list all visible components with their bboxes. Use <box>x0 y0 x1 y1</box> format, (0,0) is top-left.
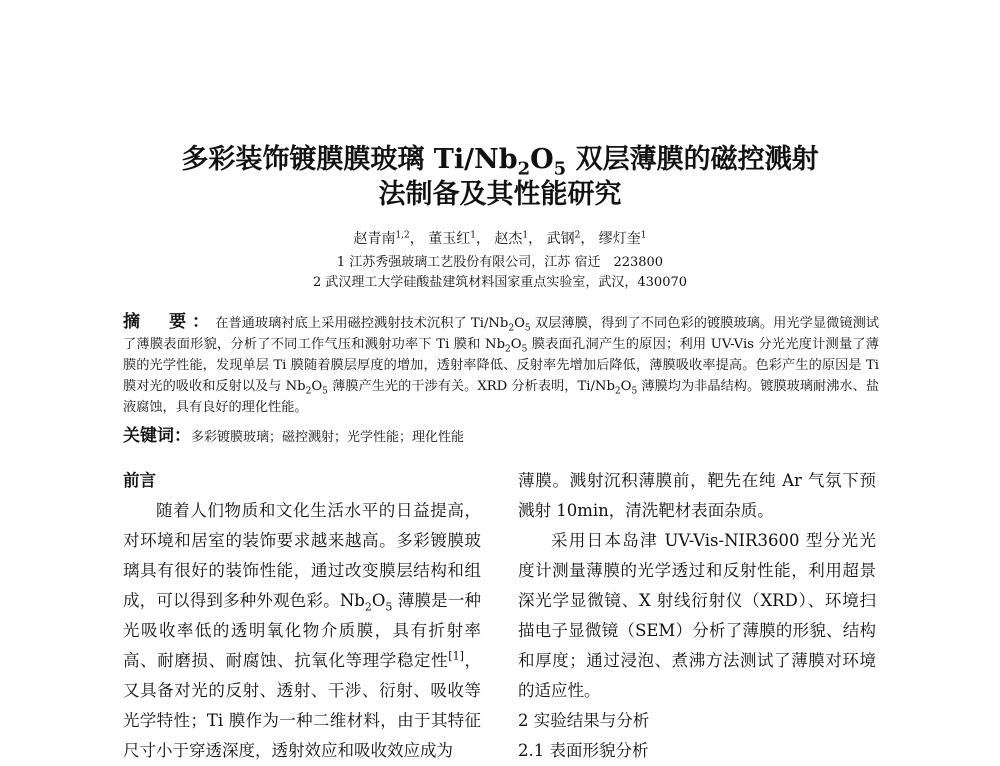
section-heading-intro: 前言 <box>123 471 156 490</box>
citation-ref[interactable]: [1] <box>448 649 464 663</box>
author: 董玉红$^1$ <box>428 230 476 247</box>
right-column <box>518 466 876 766</box>
keywords-text: 多彩镀膜玻璃；磁控溅射；光学性能；理化性能 <box>191 430 465 445</box>
keywords <box>123 421 464 446</box>
intro-paragraph: 随着人们物质和文化生活水平的日益提高，对环境和居室的装饰要求越来越高。多彩镀膜玻璃具有很好的装饰性能，通过改变膜层结构和组成，可以得到多种外观色彩。$Nb_2O_5$ 薄膜是一种光吸收率低的透明氧化物介质膜，具有折射率高、耐磨损、耐腐蚀、抗氧化等理学稳定性[1]，又具备对光的反射、透射、干涉、衍射、吸收等光学特性；Ti 膜作为一种二维材料，由于其特征尺寸小于穿透深度，透射效应和吸收效应成为 <box>123 501 482 760</box>
author-list: 赵青南$^{1,2}$， 董玉红$^1$， 赵杰$^1$， 武钢$^2$， 缪灯奎$^1$ <box>353 230 647 247</box>
author: 缪灯奎$^1$ <box>598 230 647 247</box>
keywords-label: 关键词： <box>123 426 191 446</box>
paper-title-line-1: 多彩装饰镀膜膜玻璃 $Ti/Nb_2O_5$ 双层薄膜的磁控溅射 <box>181 144 819 180</box>
author: 赵杰$^1$ <box>494 230 529 247</box>
paper-title-line-2: 法制备及其性能研究 <box>378 179 622 210</box>
abstract-label: 摘 要： <box>123 312 216 332</box>
left-column <box>123 466 481 766</box>
subsection-heading-morphology: 2.1 表面形貌分析 <box>518 741 649 760</box>
paragraph-sputtering: 薄膜。溅射沉积薄膜前，靶先在纯 Ar 气氛下预溅射 10min，清洗靶材表面杂质。 <box>518 471 876 520</box>
paragraph-methods: 采用日本岛津 UV-Vis-NIR3600 型分光光度计测量薄膜的光学透过和反射性能，利用超景深光学显微镜、X 射线衍射仪（XRD）、环境扫描电子显微镜（SEM）分析了薄膜的形貌、结构和厚度；通过浸泡、煮沸方法测试了薄膜对环境的适应性。 <box>518 531 876 700</box>
affiliation-2: 2 武汉理工大学硅酸盐建筑材料国家重点实验室，武汉，430070 <box>312 275 688 290</box>
section-heading-results: 2 实验结果与分析 <box>518 711 650 730</box>
author: 武钢$^2$ <box>546 230 581 247</box>
affiliation-1: 1 江苏秀强玻璃工艺股份有限公司，江苏 宿迁 223800 <box>336 255 664 270</box>
author: 赵青南$^{1,2}$ <box>353 230 410 247</box>
abstract: 摘 要：在普通玻璃衬底上采用磁控溅射技术沉积了 $Ti/Nb_2O_5$ 双层薄膜，得到了不同色彩的镀膜玻璃。用光学显微镜测试了薄膜表面形貌，分析了不同工作气压和溅射功率下 Ti 膜和 $Nb_2O_5$ 膜表面孔洞产生的原因；利用 UV-Vis 分光光度计测量了薄膜的光学性能，发现单层 Ti 膜随着膜层厚度的增加，透射率降低、反射率先增加后降低，薄膜吸收率提高。色彩产生的原因是 Ti 膜对光的吸收和反射以及与 $Nb_2O_5$ 薄膜产生光的干涉有关。XRD 分析表明，$Ti/Nb_2O_5$ 薄膜均为非晶结构。镀膜玻璃耐沸水、盐液腐蚀，具有良好的理化性能。 <box>123 312 880 415</box>
